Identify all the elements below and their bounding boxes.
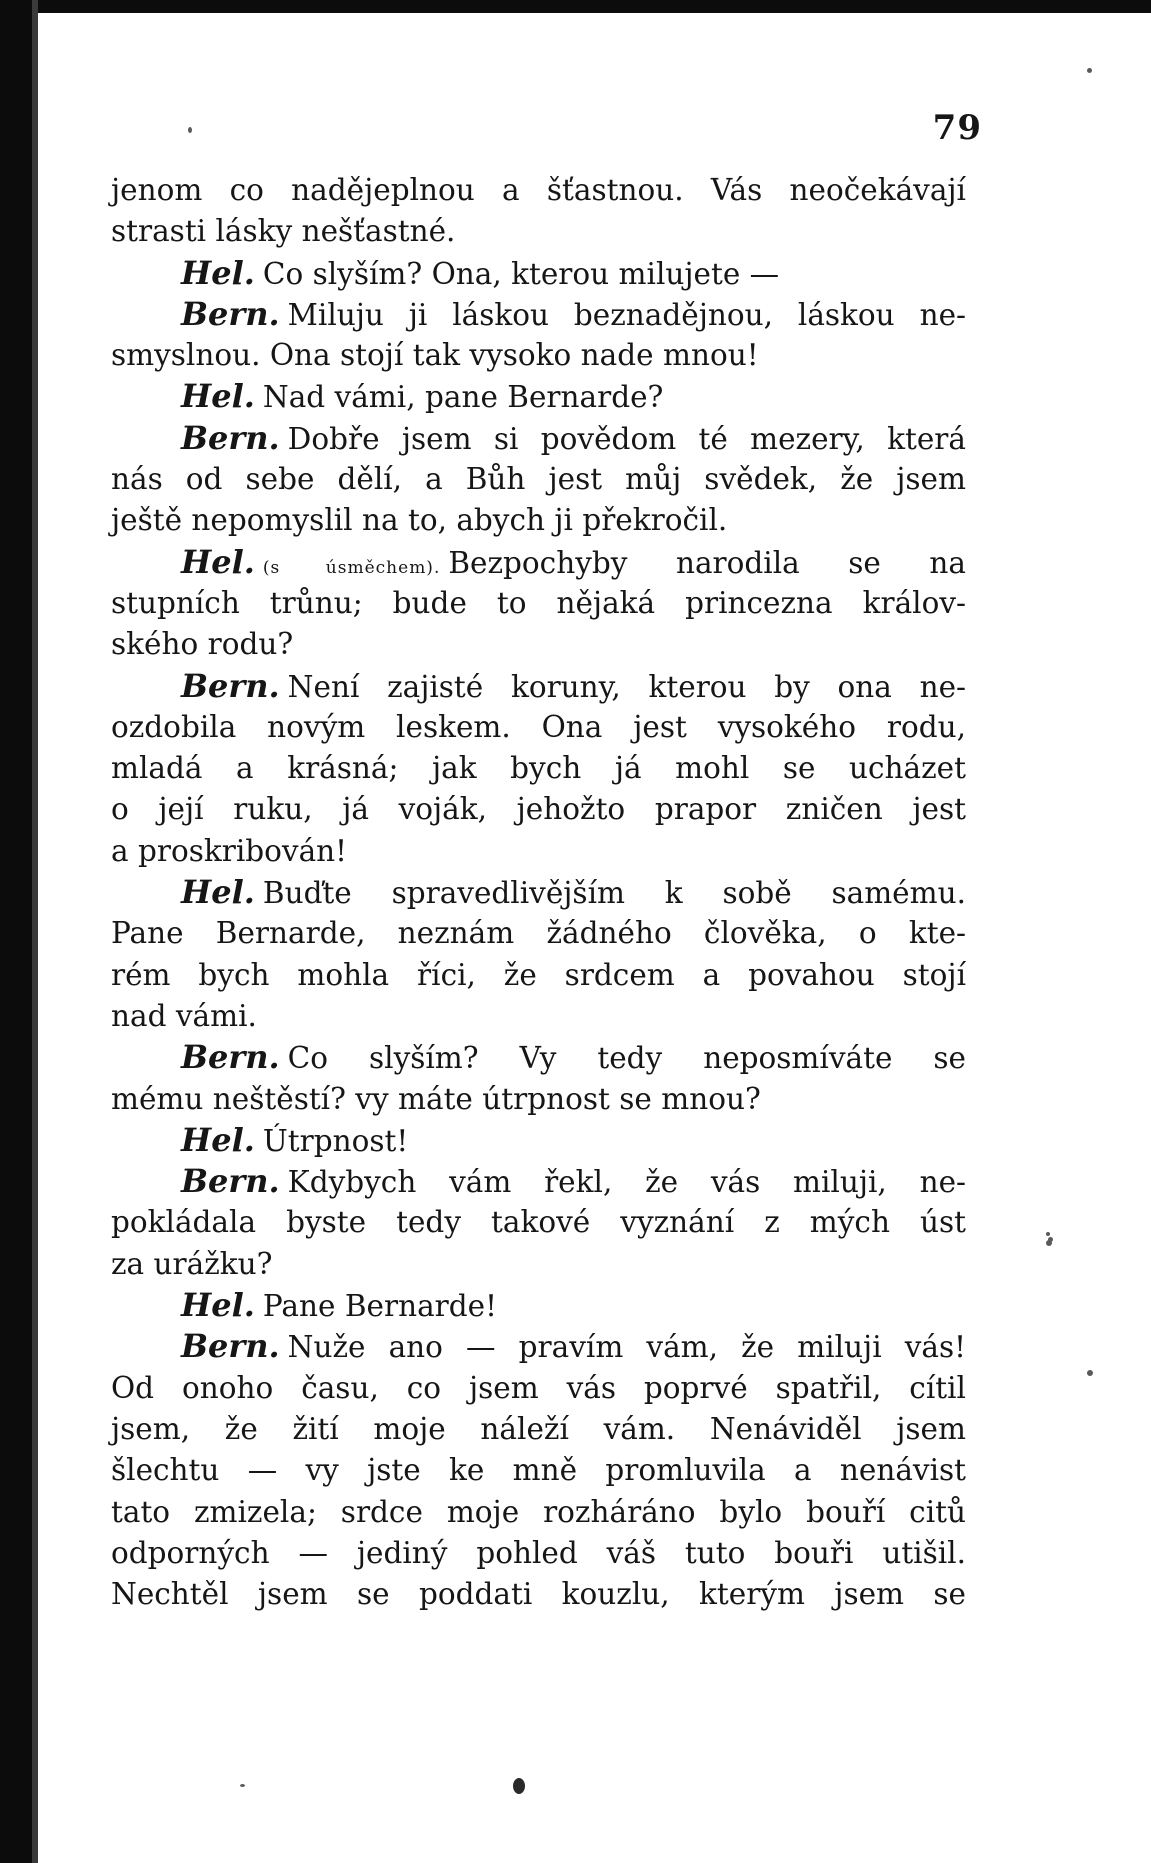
scan-speck (1087, 1370, 1093, 1376)
scan-speck (188, 127, 192, 133)
dialogue-line: Hel. Co slyším? Ona, kterou milujete — (181, 253, 780, 292)
speaker-name: Hel. (181, 1120, 255, 1159)
text-line: mladá a krásná; jak bych já mohl se ucházet (111, 751, 966, 786)
scan-left-border (0, 0, 38, 1863)
scan-speck (513, 1778, 525, 1794)
speaker-name: Bern. (181, 294, 280, 333)
speaker-name: Hel. (181, 873, 255, 912)
dialogue-line: Bern. Nuže ano — pravím vám, že miluji vás! (181, 1327, 966, 1366)
speaker-name: Hel. (181, 1286, 255, 1325)
dialogue-line: Hel. Buďte spravedlivějším k sobě samému. (181, 873, 966, 912)
dialogue-line: Hel. (s úsměchem). Bezpochyby narodila se na (181, 542, 966, 581)
text-line: ještě nepomyslil na to, abych ji překročil. (111, 503, 728, 538)
text-line: a proskribován! (111, 833, 348, 868)
speaker-name: Hel. (181, 542, 255, 581)
text-line: Od onoho času, co jsem vás poprvé spatřil, cítil (111, 1370, 966, 1405)
speaker-name: Bern. (181, 418, 280, 457)
text-line: odporných — jediný pohled váš tuto bouři utišil. (111, 1535, 966, 1570)
speaker-name: Bern. (181, 1038, 280, 1077)
text-line: za urážku? (111, 1246, 273, 1281)
text-line: nad vámi. (111, 998, 257, 1033)
dialogue-line: Hel. Útrpnost! (181, 1120, 409, 1159)
text-line: stupních trůnu; bude to nějaká princezna králov- (111, 585, 966, 620)
text-line: rém bych mohla říci, že srdcem a povahou stojí (111, 957, 966, 992)
text-line: Pane Bernarde, neznám žádného člověka, o kte- (111, 916, 966, 951)
text-line: Nechtěl jsem se poddati kouzlu, kterým jsem se (111, 1577, 966, 1612)
speaker-name: Hel. (181, 253, 255, 292)
dialogue-line: Bern. Dobře jsem si povědom té mezery, která (181, 418, 966, 457)
text-line: mému neštěstí? vy máte útrpnost se mnou? (111, 1081, 761, 1116)
speaker-name: Bern. (181, 1327, 280, 1366)
text-line: ského rodu? (111, 627, 294, 662)
text-line: o její ruku, já voják, jehožto prapor zničen jest (111, 792, 966, 827)
scan-speck (1046, 1232, 1050, 1236)
body-text (111, 170, 966, 1615)
scan-speck (1048, 1237, 1053, 1242)
scan-top-border (0, 0, 1151, 13)
dialogue-line: Bern. Není zajisté koruny, kterou by ona ne- (181, 666, 966, 705)
speaker-name: Hel. (181, 377, 255, 416)
text-line: jenom co nadějeplnou a šťastnou. Vás neočekávají (111, 173, 966, 207)
text-line: pokládala byste tedy takové vyznání z mých úst (111, 1205, 966, 1240)
text-line: smyslnou. Ona stojí tak vysoko nade mnou! (111, 338, 759, 373)
text-line: jsem, že žití moje náleží vám. Nenáviděl jsem (111, 1411, 966, 1446)
scan-speck (240, 1784, 245, 1787)
speaker-name: Bern. (181, 666, 280, 705)
text-line: nás od sebe dělí, a Bůh jest můj svědek, že jsem (111, 462, 966, 497)
text-line: tato zmizela; srdce moje rozháráno bylo bouří citů (111, 1494, 966, 1529)
speaker-name: Bern. (181, 1162, 280, 1201)
dialogue-line: Hel. Pane Bernarde! (181, 1286, 497, 1325)
text-line: ozdobila novým leskem. Ona jest vysokého rodu, (111, 709, 966, 744)
dialogue-line: Bern. Miluju ji láskou beznadějnou, láskou ne- (181, 294, 966, 333)
dialogue-line: Bern. Kdybych vám řekl, že vás miluji, ne- (181, 1162, 966, 1201)
scan-speck (1087, 68, 1092, 73)
dialogue-line: Bern. Co slyším? Vy tedy neposmíváte se (181, 1038, 966, 1077)
stage-direction: (s úsměchem). (262, 557, 441, 578)
dialogue-line: Hel. Nad vámi, pane Bernarde? (181, 377, 664, 416)
text-line: šlechtu — vy jste ke mně promluvila a nenávist (111, 1453, 966, 1488)
text-line: strasti lásky nešťastné. (111, 214, 456, 249)
page-number: 79 (932, 108, 982, 148)
